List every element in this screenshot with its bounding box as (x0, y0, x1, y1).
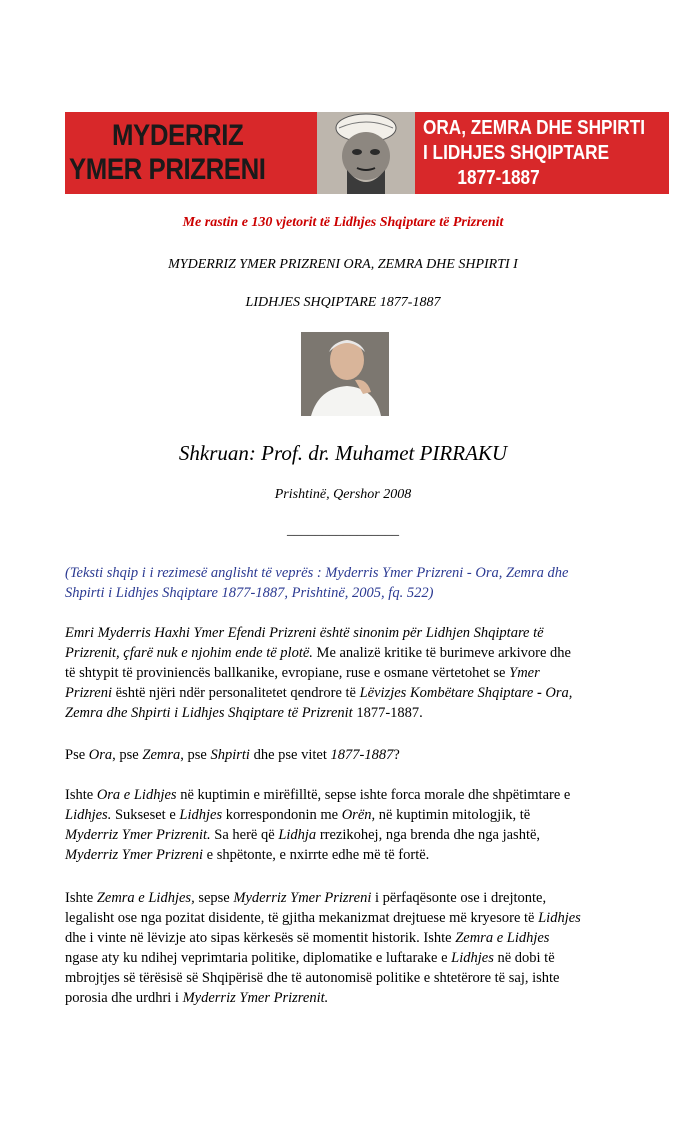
title-line-1: MYDERRIZ YMER PRIZRENI ORA, ZEMRA DHE SHPIRTI I (168, 257, 518, 272)
author-byline: Shkruan: Prof. dr. Muhamet PIRRAKU (178, 441, 508, 465)
banner-right-line3: 1877-1887 (457, 166, 540, 189)
source-note (65, 563, 630, 603)
text-span: Lidhjes (451, 950, 494, 966)
text-span: Myderriz Ymer Prizreni (233, 890, 372, 906)
paragraph-2 (65, 745, 630, 765)
text-span: në kuptimin e mirëfilltë, sepse ishte forca morale dhe shpëtimtare e (176, 787, 571, 803)
paragraph-3 (65, 785, 630, 865)
text-span: Prizreni (65, 685, 112, 701)
text-span: Sa herë që (210, 827, 279, 843)
source-note-line: Shpirti i Lidhjes Shqiptare 1877-1887, Prishtinë, 2005, fq. 522) (65, 585, 434, 601)
separator-line: ________________ (287, 523, 399, 538)
paragraph-4 (65, 888, 630, 1008)
text-span: në dobi të (493, 950, 555, 966)
text-span: Myderriz Ymer Prizrenit. (65, 827, 211, 843)
text-span: Zemra dhe Shpirti i Lidhjes Shqiptare të Prizrenit (65, 705, 353, 721)
text-span: Zemra e Lidhjes, (96, 890, 195, 906)
text-span: Sukseset e (111, 807, 180, 823)
banner-portrait (317, 112, 415, 194)
text-span: 1877-1887. (352, 705, 423, 721)
text-span: Ymer (509, 665, 540, 681)
text-span: , pse (180, 747, 211, 763)
text-span: Prizrenit, çfarë nuk e njohim ende të plotë. (65, 645, 313, 661)
text-span: i përfaqësonte ose i drejtonte, (371, 890, 547, 906)
title-line-2: LIDHJES SHQIPTARE 1877-1887 (245, 295, 441, 310)
text-span: Zemra e Lidhjes (455, 930, 550, 946)
banner-right-line1: ORA, ZEMRA DHE SHPIRTI (423, 116, 646, 139)
author-photo-illustration (301, 332, 389, 416)
text-span: e shpëtonte, e nxirrte edhe më të fortë. (203, 847, 430, 863)
text-span: dhe pse vitet (249, 747, 331, 763)
text-span: dhe i vinte në lëvizje ato sipas kërkesës së momentit historik. Ishte (65, 930, 456, 946)
text-span: Me analizë kritike të burimeve arkivore dhe (312, 645, 571, 661)
author-photo (301, 332, 389, 416)
text-span: Ora, (545, 685, 573, 701)
text-span: Lidhjes (179, 807, 223, 823)
text-span: Ora e Lidhjes (96, 787, 177, 803)
banner-left-line1: MYDERRIZ (112, 119, 244, 152)
banner-title-panel (415, 112, 669, 194)
header-banner (65, 112, 669, 194)
text-span: 1877-1887 (330, 747, 394, 763)
text-span: porosia dhe urdhri i (65, 990, 183, 1006)
text-span: Myderriz Ymer Prizrenit. (182, 990, 329, 1006)
text-span: Orën, (341, 807, 376, 823)
text-span: rrezikohej, nga brenda dhe nga jashtë, (316, 827, 541, 843)
text-span: ? (393, 747, 400, 763)
text-span: Pse (65, 747, 89, 763)
text-span: në kuptimin mitologjik, të (375, 807, 531, 823)
place-date: Prishtinë, Qershor 2008 (274, 487, 412, 502)
text-span: - (533, 685, 546, 701)
text-span: Lëvizjes Kombëtare Shqiptare (359, 685, 534, 701)
text-span: Ora (88, 747, 113, 763)
text-span: Zemra (142, 747, 181, 763)
banner-name-panel (65, 112, 317, 194)
text-span: legalisht ose nga pozitat disidente, të gjitha mekanizmat drejtuese më kryesore të (65, 910, 539, 926)
text-span: Emri Myderris Haxhi Ymer Efendi Prizreni është sinonim për Lidhjen Shqiptare të (65, 625, 544, 641)
text-span: Ishte (65, 890, 97, 906)
occasion-heading: Me rastin e 130 vjetorit të Lidhjes Shqiptare të Prizrenit (182, 215, 504, 230)
text-span: Ishte (65, 787, 97, 803)
text-span: korrespondonin me (222, 807, 342, 823)
text-span: ngase aty ku ndihej veprimtaria politike, diplomatike e luftarake e (65, 950, 452, 966)
text-span: Lidhjes. (65, 807, 112, 823)
banner-right-line2: I LIDHJES SHQIPTARE (423, 141, 610, 164)
text-span: Shpirti (210, 747, 250, 763)
text-span: Lidhja (278, 827, 317, 843)
text-span: mbrojtjes së tërësisë së Shqipërisë dhe të autonomisë politike e shtetërore të saj, ishte (65, 970, 560, 986)
text-span: të shtypit të proviniencës ballkanike, evropiane, ruse e osmane vërtetohet se (65, 665, 510, 681)
text-span: Myderriz Ymer Prizreni (65, 847, 204, 863)
banner-left-line2: YMER PRIZRENI (69, 153, 266, 186)
text-span: , pse (112, 747, 143, 763)
text-span: Lidhjes (538, 910, 581, 926)
text-span: është njëri ndër personalitetet qendrore të (112, 685, 360, 701)
source-note-line: (Teksti shqip i i rezimesë anglisht të veprës : Myderris Ymer Prizreni - Ora, Zemra dhe (65, 565, 569, 581)
text-span: sepse (194, 890, 234, 906)
portrait-illustration (317, 112, 415, 194)
paragraph-1 (65, 623, 630, 723)
